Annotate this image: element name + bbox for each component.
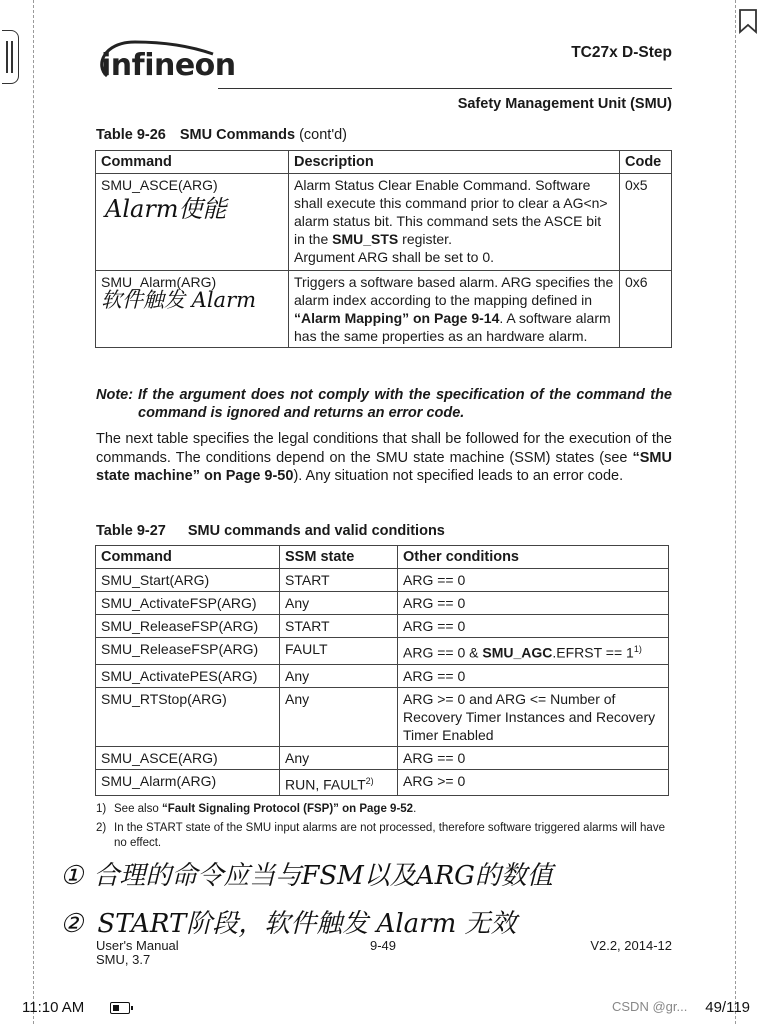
description-text: register. (398, 231, 452, 247)
table2-label: Table 9-27 (96, 523, 166, 539)
table2-caption (96, 523, 459, 539)
cross-reference-link[interactable]: “Alarm Mapping” on Page 9-14 (294, 310, 500, 326)
note-text: If the argument does not comply with the specification of the command the command is ignored and returns an error code. (138, 387, 672, 421)
register-link: SMU_STS (332, 231, 399, 247)
description-text: . A software alarm has the same properties as an hardware alarm. (294, 310, 611, 344)
footnote-2 (96, 821, 672, 851)
table-row (96, 638, 669, 665)
table-header-row (96, 151, 672, 174)
handwritten-note-1 (60, 855, 553, 892)
state-cell: Any (280, 687, 398, 746)
note-prefix: Note: (96, 387, 134, 403)
side-panel-toggle[interactable] (2, 30, 19, 84)
smu-commands-table (95, 150, 672, 348)
condition-text: .EFRST == 1 (552, 644, 634, 661)
footer-section: SMU, 3.7 (96, 952, 151, 967)
command-name: SMU_Alarm(ARG) (101, 274, 217, 290)
table-row (96, 615, 669, 638)
footnote-number: 2) (96, 822, 107, 834)
column-header: Command (96, 151, 289, 174)
command-cell: SMU_ReleaseFSP(ARG) (96, 638, 280, 665)
command-cell (96, 271, 289, 348)
register-name: SMU_AGC (482, 644, 553, 661)
table1-suffix: (cont'd) (299, 127, 347, 143)
clock: 11:10 AM (22, 999, 85, 1016)
note (96, 386, 672, 422)
command-cell: SMU_Alarm(ARG) (96, 769, 280, 796)
footnotes (96, 802, 672, 851)
description-cell (289, 271, 620, 348)
handwritten-text: START阶段，软件触发 Alarm 无效 (97, 909, 517, 939)
csdn-watermark: CSDN @gr... (612, 999, 688, 1014)
column-header: Other conditions (398, 546, 669, 569)
handwritten-annotation: Alarm使能 (105, 195, 227, 223)
note-marker: ① (60, 861, 84, 891)
table-row (96, 664, 669, 687)
condition-cell: ARG == 0 (398, 615, 669, 638)
table1-title: SMU Commands (179, 127, 296, 143)
footer-version: V2.2, 2014-12 (590, 938, 672, 953)
cross-reference-link[interactable]: “Fault Signaling Protocol (FSP)” on Page 9-52 (161, 803, 414, 815)
state-cell (280, 769, 398, 796)
document-title: TC27x D-Step (571, 44, 672, 61)
logo-wordmark: infineon (101, 48, 236, 83)
status-bar (0, 994, 768, 1024)
command-cell: SMU_ReleaseFSP(ARG) (96, 615, 280, 638)
handwritten-annotation: 软件触发 Alarm (101, 288, 257, 312)
handwritten-note-2 (60, 903, 517, 940)
state-cell: START (280, 615, 398, 638)
paragraph-text: The next table specifies the legal conditions that shall be followed for the execution of the commands. The conditions depend on the SMU state machine (SSM) states (see (96, 431, 672, 466)
command-cell: SMU_ActivateFSP(ARG) (96, 592, 280, 615)
command-cell: SMU_ASCE(ARG) (96, 746, 280, 769)
state-cell: START (280, 569, 398, 592)
battery-icon (110, 1002, 130, 1014)
footer-manual: User's Manual (96, 938, 179, 953)
description-cell (289, 174, 620, 271)
column-header: Code (620, 151, 672, 174)
condition-cell: ARG >= 0 (398, 769, 669, 796)
infineon-logo (95, 36, 236, 94)
description-text: Argument ARG shall be set to 0. (294, 249, 494, 265)
footnote-text: In the START state of the SMU input alarms are not processed, therefore software triggered alarms will have no effect. (114, 822, 665, 849)
footnote-number: 1) (96, 803, 107, 815)
table-row (96, 592, 669, 615)
command-cell (96, 174, 289, 271)
table-row (96, 769, 669, 796)
note-marker: ② (60, 909, 84, 939)
table-row (96, 746, 669, 769)
right-margin-guide (735, 0, 736, 1024)
state-text: RUN, FAULT (285, 776, 366, 793)
column-header: Description (289, 151, 620, 174)
bookmark-icon[interactable] (738, 8, 758, 34)
code-cell: 0x5 (620, 174, 672, 271)
table1-label: Table 9-26 (96, 127, 166, 143)
handwritten-text: 合理的命令应当与FSM以及ARG的数值 (93, 861, 553, 891)
command-cell: SMU_ActivatePES(ARG) (96, 664, 280, 687)
condition-cell: ARG == 0 (398, 746, 669, 769)
condition-cell: ARG == 0 (398, 664, 669, 687)
state-cell: Any (280, 592, 398, 615)
code-cell: 0x6 (620, 271, 672, 348)
footer-page-number: 9-49 (370, 938, 397, 953)
table-row (96, 687, 669, 746)
header-rule (218, 88, 672, 89)
table-row (96, 174, 672, 271)
column-header: Command (96, 546, 280, 569)
footnote-marker[interactable]: 1) (633, 644, 642, 654)
description-text: Alarm Status Clear Enable Command. Software shall execute this command prior to clear a AG<n> alarm status bit. This command sets the ASCE bit in the (294, 177, 608, 247)
body-paragraph (96, 430, 672, 486)
table-header-row (96, 546, 669, 569)
condition-cell: ARG >= 0 and ARG <= Number of Recovery Timer Instances and Recovery Timer Enabled (398, 687, 669, 746)
state-cell: Any (280, 664, 398, 687)
condition-cell: ARG == 0 (398, 592, 669, 615)
command-name: SMU_ASCE(ARG) (101, 177, 218, 193)
valid-conditions-table (95, 545, 669, 796)
section-title: Safety Management Unit (SMU) (457, 96, 672, 112)
table-row (96, 569, 669, 592)
table2-title: SMU commands and valid conditions (187, 523, 445, 539)
footnote-text: . (413, 803, 417, 815)
page-indicator[interactable]: 49/119 (705, 999, 750, 1016)
state-cell: Any (280, 746, 398, 769)
paragraph-text: ). Any situation not specified leads to an error code. (293, 468, 624, 484)
page-footer (96, 938, 672, 970)
footnote-1 (96, 802, 672, 817)
command-cell: SMU_RTStop(ARG) (96, 687, 280, 746)
condition-cell (398, 638, 669, 665)
state-cell: FAULT (280, 638, 398, 665)
cross-reference-link[interactable]: “SMU state machine” on Page 9-50 (96, 449, 672, 484)
condition-cell: ARG == 0 (398, 569, 669, 592)
description-text: Triggers a software based alarm. ARG specifies the alarm index according to the mapping defined in (294, 274, 614, 308)
footnote-marker[interactable]: 2) (365, 775, 374, 786)
footnote-text: See also (114, 803, 162, 815)
command-cell: SMU_Start(ARG) (96, 569, 280, 592)
column-header: SSM state (280, 546, 398, 569)
condition-text: ARG == 0 & (403, 644, 483, 661)
table1-caption (96, 127, 347, 143)
left-margin-guide (33, 0, 34, 1024)
table-row (96, 271, 672, 348)
